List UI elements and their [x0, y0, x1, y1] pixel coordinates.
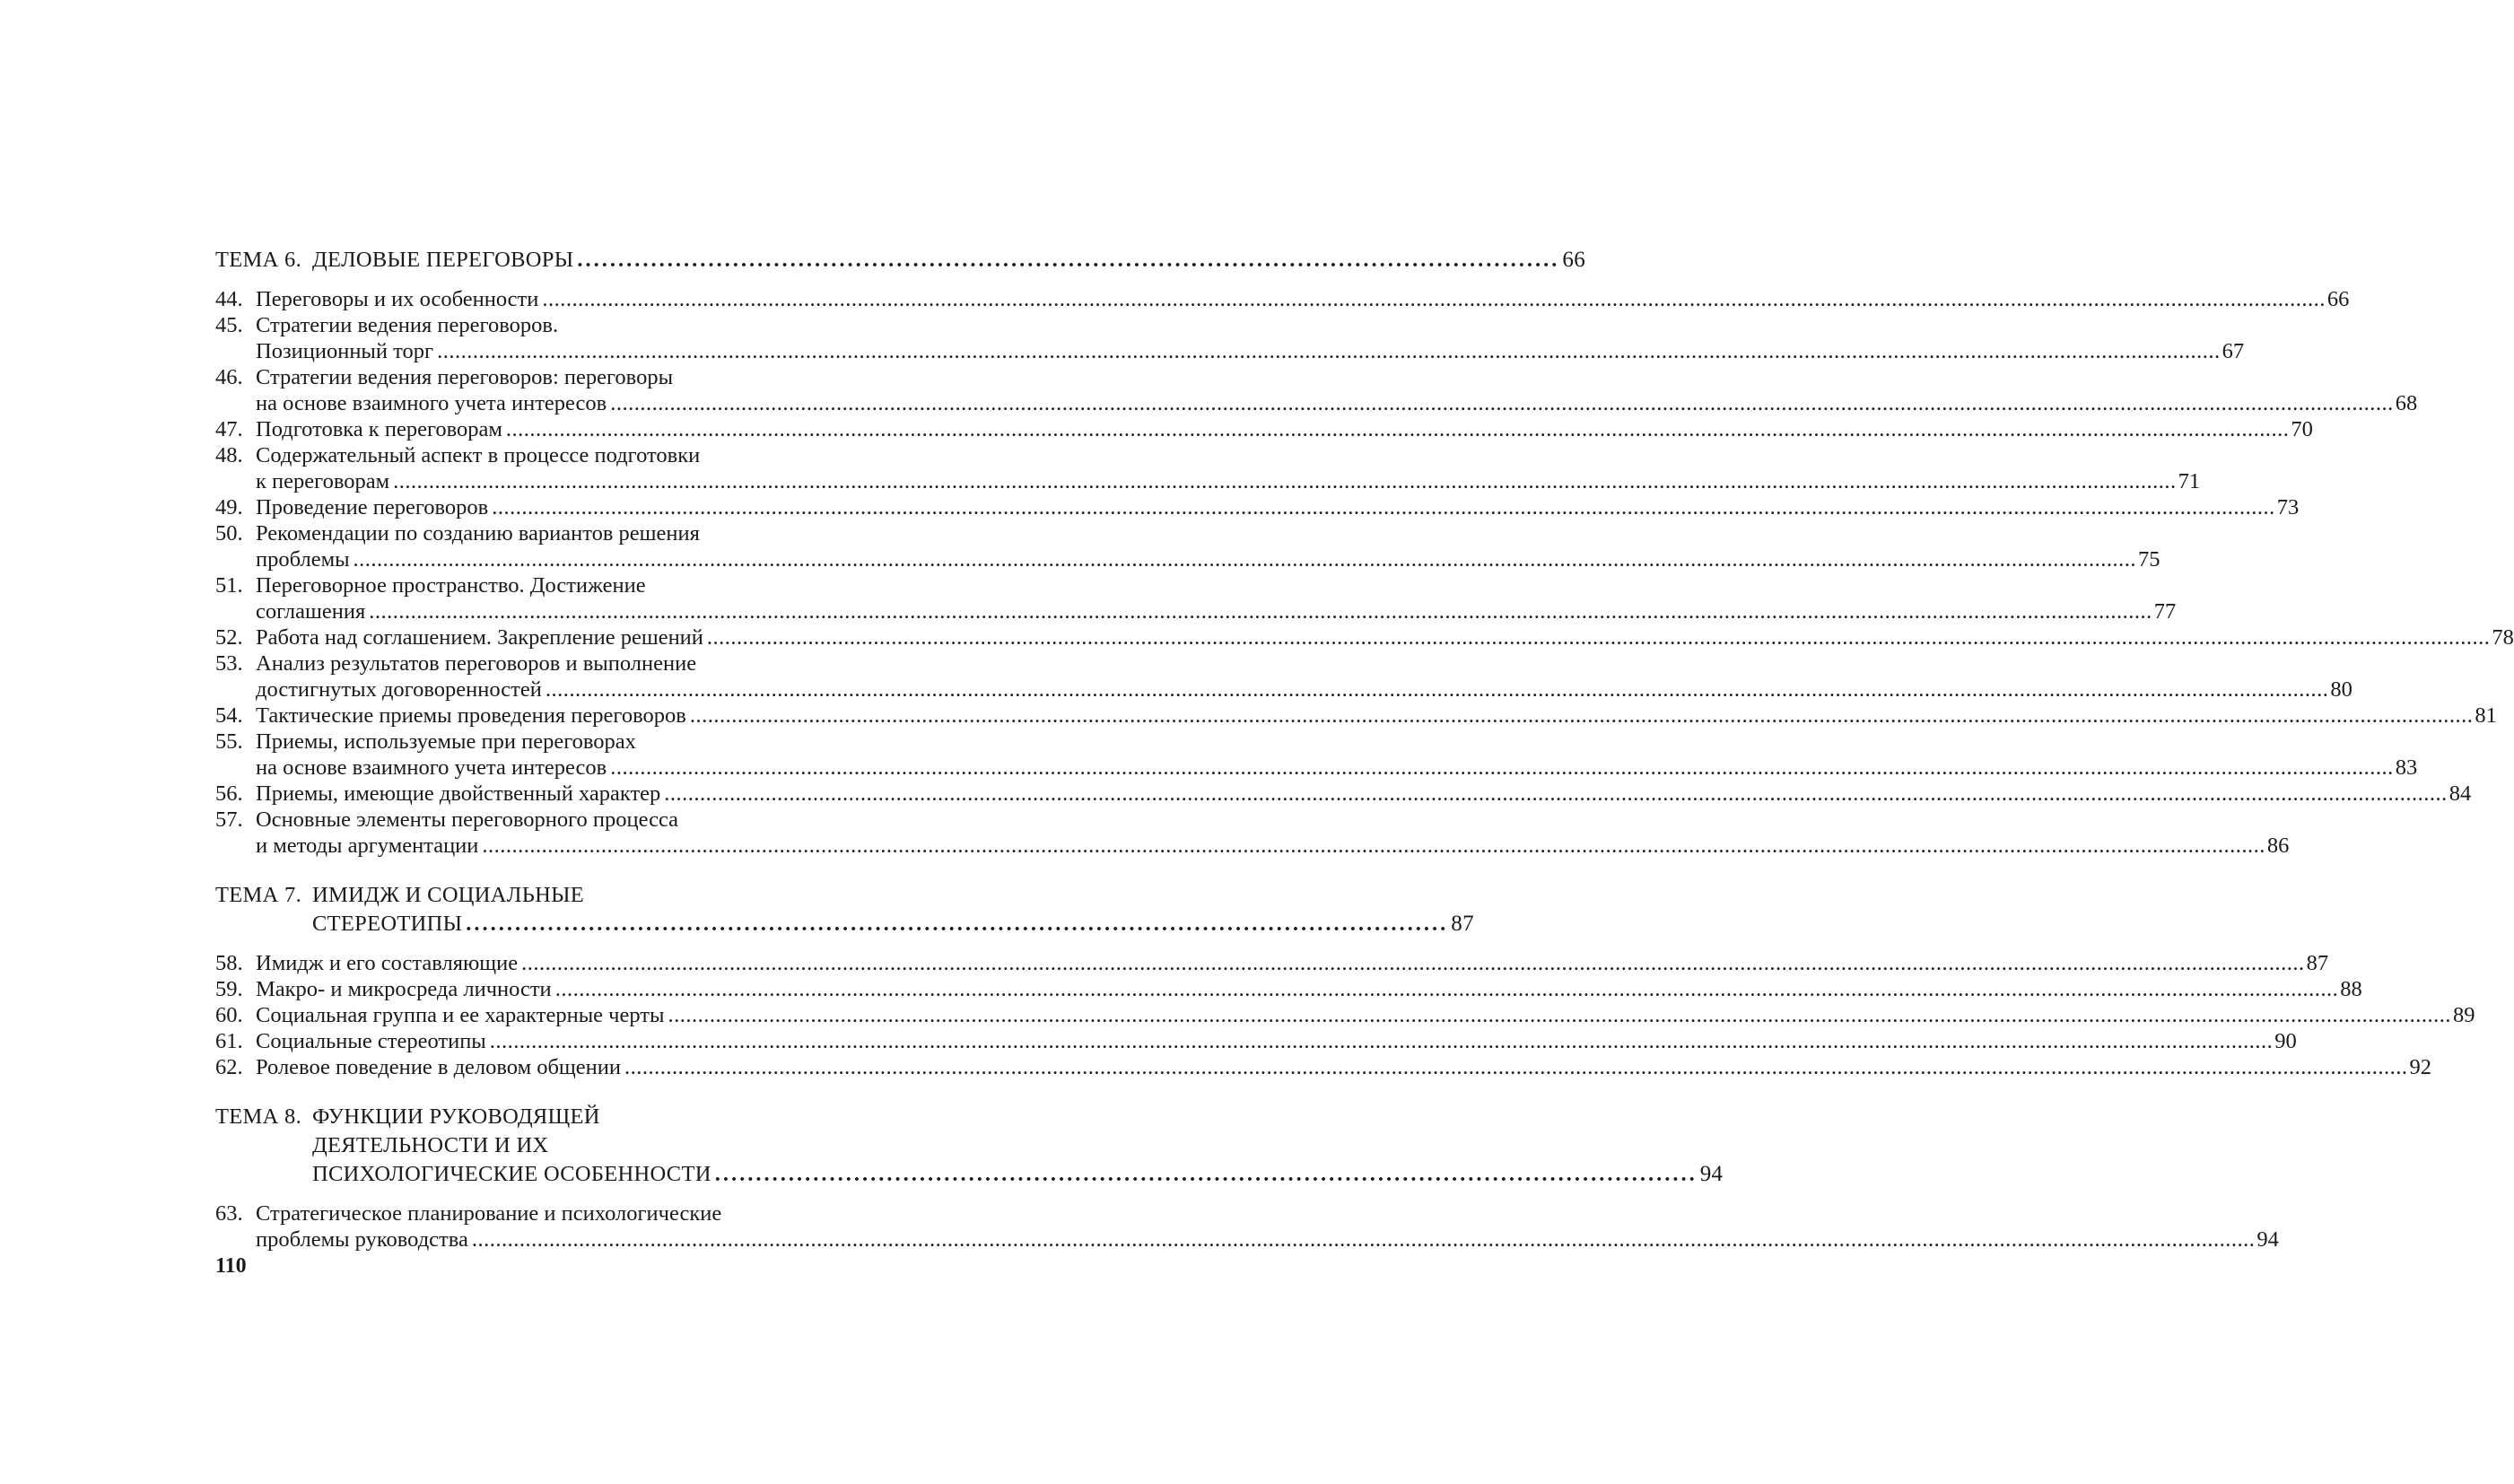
- entry-number: 56.: [215, 781, 243, 806]
- toc-entry-line: [215, 547, 2160, 573]
- topic-section: [215, 883, 2475, 1081]
- toc-entry-line: [215, 755, 2418, 781]
- entry-title: достигнутых договоренностей: [256, 677, 542, 702]
- toc-entry[interactable]: [215, 443, 2201, 495]
- entry-page-number: 92: [2409, 1055, 2432, 1079]
- entry-title: Ролевое поведение в деловом общении: [256, 1055, 622, 1079]
- entry-number: 51.: [215, 573, 243, 598]
- entry-title: Проведение переговоров: [256, 495, 489, 519]
- topic-label: ТЕМА 6.: [215, 248, 302, 272]
- dot-leader: ............................................................................................................................................................................................................................................................................................................: [489, 1029, 2274, 1053]
- entry-title: на основе взаимного учета интересов: [256, 755, 607, 780]
- toc-entry-line: [215, 651, 831, 677]
- topic-label: ТЕМА 7.: [215, 883, 302, 907]
- dot-leader: ............................................................................................................................................................................................................................................................................................................: [610, 755, 2394, 780]
- entry-page-number: 86: [2266, 834, 2290, 858]
- entry-number: 48.: [215, 443, 243, 467]
- entry-number: 46.: [215, 365, 243, 389]
- entry-page-number: 75: [2138, 547, 2160, 572]
- entry-number: 63.: [215, 1201, 243, 1226]
- entry-page-number: 67: [2222, 339, 2245, 363]
- topic-heading-line: [215, 912, 1474, 940]
- entry-number: 47.: [215, 417, 243, 441]
- dot-leader: ........................................................................................................................: [714, 1162, 1698, 1186]
- dot-leader: ............................................................................................................................................................................................................................................................................................................: [706, 625, 2491, 650]
- dot-leader: ............................................................................................................................................................................................................................................................................................................: [545, 677, 2329, 702]
- entry-title: Переговорное пространство. Достижение: [256, 573, 646, 598]
- dot-leader: ............................................................................................................................................................................................................................................................................................................: [542, 287, 2326, 311]
- entry-number: 60.: [215, 1003, 243, 1027]
- toc-entry[interactable]: [215, 1055, 2432, 1081]
- toc-entry-line: [215, 365, 831, 391]
- toc-entry-line: [215, 977, 2362, 1003]
- dot-leader: ............................................................................................................................................................................................................................................................................................................: [471, 1227, 2256, 1252]
- entry-number: 57.: [215, 807, 243, 832]
- topic-heading: [215, 1104, 1724, 1191]
- entry-page-number: 66: [2326, 287, 2350, 311]
- toc-entry-line: [215, 1003, 2475, 1029]
- toc-entry-line: [215, 391, 2418, 417]
- dot-leader: ............................................................................................................................................................................................................................................................................................................: [624, 1055, 2408, 1079]
- entry-title: и методы аргументации: [256, 834, 479, 858]
- entry-page-number: 88: [2340, 977, 2362, 1001]
- entry-number: 53.: [215, 651, 243, 676]
- entry-title: Стратегии ведения переговоров: переговоры: [256, 365, 674, 389]
- toc-entry[interactable]: [215, 703, 2497, 729]
- toc-entry[interactable]: [215, 313, 2245, 365]
- topic-title: ПСИХОЛОГИЧЕСКИЕ ОСОБЕННОСТИ: [312, 1162, 711, 1186]
- dot-leader: ............................................................................................................................................................................................................................................................................................................: [610, 391, 2394, 415]
- toc-entry[interactable]: [215, 807, 2290, 860]
- topic-heading-line: [215, 883, 831, 912]
- topic-label: ТЕМА 8.: [215, 1104, 302, 1129]
- entry-title: Приемы, используемые при переговорах: [256, 729, 636, 754]
- toc-entry[interactable]: [215, 573, 2177, 625]
- entry-title: на основе взаимного учета интересов: [256, 391, 607, 415]
- entry-title: проблемы: [256, 547, 350, 572]
- dot-leader: ............................................................................................................................................................................................................................................................................................................: [505, 417, 2290, 441]
- entry-title: Анализ результатов переговоров и выполнение: [256, 651, 697, 676]
- toc-entry[interactable]: [215, 521, 2160, 573]
- topic-section: [215, 1104, 2279, 1253]
- toc-entry-line: [215, 443, 831, 469]
- entry-title: соглашения: [256, 599, 366, 624]
- toc-entry[interactable]: [215, 977, 2362, 1003]
- dot-leader: ............................................................................................................................................................................................................................................................................................................: [668, 1003, 2451, 1027]
- toc-entry-line: [215, 313, 831, 339]
- entry-title: Рекомендации по созданию вариантов решения: [256, 521, 700, 546]
- topic-title: ИМИДЖ И СОЦИАЛЬНЫЕ: [312, 883, 585, 907]
- entry-number: 54.: [215, 703, 243, 728]
- entry-title: Имидж и его составляющие: [256, 951, 519, 975]
- entry-title: Работа над соглашением. Закрепление решений: [256, 625, 703, 650]
- entry-page-number: 94: [2256, 1227, 2279, 1252]
- toc-entry-line: [215, 573, 831, 599]
- topic-heading: [215, 883, 1474, 940]
- toc-entry[interactable]: [215, 495, 2300, 521]
- entry-page-number: 87: [2306, 951, 2329, 975]
- dot-leader: ........................................................................................................................: [577, 248, 1560, 272]
- entry-title: Тактические приемы проведения переговоров: [256, 703, 686, 728]
- entry-title: Содержательный аспект в процессе подготовки: [256, 443, 701, 467]
- toc-entry-line: [215, 495, 2300, 521]
- entry-page-number: 71: [2178, 469, 2201, 493]
- toc-entry-line: [215, 951, 2329, 977]
- dot-leader: ........................................................................................................................: [466, 912, 1449, 936]
- toc-entry-line: [215, 599, 2177, 625]
- entry-number: 61.: [215, 1029, 243, 1053]
- toc-entry-line: [215, 1055, 2432, 1081]
- toc-entry[interactable]: [215, 287, 2350, 313]
- toc-entry[interactable]: [215, 729, 2418, 781]
- toc-entry[interactable]: [215, 1003, 2475, 1029]
- entry-title: проблемы руководства: [256, 1227, 468, 1252]
- entry-page-number: 81: [2475, 703, 2497, 728]
- dot-leader: ............................................................................................................................................................................................................................................................................................................: [393, 469, 2177, 493]
- entry-number: 45.: [215, 313, 243, 337]
- topic-page-number: 87: [1451, 912, 1474, 936]
- toc-entry-line: [215, 339, 2245, 365]
- entry-number: 50.: [215, 521, 243, 546]
- dot-leader: ............................................................................................................................................................................................................................................................................................................: [689, 703, 2474, 728]
- entry-number: 52.: [215, 625, 243, 650]
- table-of-contents: [215, 248, 2514, 1253]
- toc-entry-line: [215, 417, 2313, 443]
- dot-leader: ............................................................................................................................................................................................................................................................................................................: [353, 547, 2137, 572]
- entry-page-number: 77: [2153, 599, 2177, 624]
- entry-title: Социальная группа и ее характерные черты: [256, 1003, 665, 1027]
- toc-entry-line: [215, 469, 2201, 495]
- toc-entry-line: [215, 677, 2353, 703]
- toc-entry[interactable]: [215, 625, 2514, 651]
- entry-title: Переговоры и их особенности: [256, 287, 539, 311]
- toc-entry[interactable]: [215, 651, 2353, 703]
- entry-title: Макро- и микросреда личности: [256, 977, 552, 1001]
- entry-title: Социальные стереотипы: [256, 1029, 486, 1053]
- entry-title: Приемы, имеющие двойственный характер: [256, 781, 661, 806]
- toc-entry-line: [215, 703, 2497, 729]
- page-number: 110: [215, 1254, 247, 1278]
- topic-page-number: 94: [1699, 1162, 1724, 1186]
- toc-entry-line: [215, 1227, 2279, 1253]
- dot-leader: ............................................................................................................................................................................................................................................................................................................: [554, 977, 2339, 1001]
- topic-heading-line: [215, 1104, 831, 1133]
- toc-entry-line: [215, 1201, 831, 1227]
- dot-leader: ............................................................................................................................................................................................................................................................................................................: [437, 339, 2221, 363]
- entry-page-number: 70: [2291, 417, 2313, 441]
- toc-entry[interactable]: [215, 1029, 2297, 1055]
- entry-number: 62.: [215, 1055, 243, 1079]
- entry-title: Подготовка к переговорам: [256, 417, 502, 441]
- dot-leader: ............................................................................................................................................................................................................................................................................................................: [521, 951, 2305, 975]
- entry-page-number: 84: [2449, 781, 2472, 806]
- entry-page-number: 89: [2452, 1003, 2475, 1027]
- topic-section: [215, 248, 2514, 860]
- entry-title: к переговорам: [256, 469, 390, 493]
- entry-page-number: 78: [2492, 625, 2514, 650]
- toc-entry[interactable]: [215, 417, 2313, 443]
- dot-leader: ............................................................................................................................................................................................................................................................................................................: [482, 834, 2265, 858]
- entry-page-number: 68: [2395, 391, 2418, 415]
- entry-number: 55.: [215, 729, 243, 754]
- entry-page-number: 90: [2274, 1029, 2297, 1053]
- toc-entry-line: [215, 1029, 2297, 1055]
- topic-heading-line: [215, 1133, 831, 1162]
- entry-number: 49.: [215, 495, 243, 519]
- topic-title: ДЕЛОВЫЕ ПЕРЕГОВОРЫ: [312, 248, 574, 272]
- entry-page-number: 83: [2395, 755, 2418, 780]
- toc-entry-line: [215, 834, 2290, 860]
- entry-page-number: 80: [2330, 677, 2353, 702]
- dot-leader: ............................................................................................................................................................................................................................................................................................................: [492, 495, 2275, 519]
- entry-page-number: 73: [2276, 495, 2300, 519]
- topic-heading: [215, 248, 1585, 276]
- toc-entry-line: [215, 781, 2472, 807]
- topic-title: ДЕЯТЕЛЬНОСТИ И ИХ: [312, 1133, 549, 1157]
- entry-title: Стратегическое планирование и психологические: [256, 1201, 722, 1226]
- topic-heading-line: [215, 248, 1585, 276]
- entry-title: Позиционный торг: [256, 339, 434, 363]
- toc-entry-line: [215, 287, 2350, 313]
- toc-entry[interactable]: [215, 781, 2472, 807]
- topic-heading-line: [215, 1162, 1724, 1191]
- toc-entry-line: [215, 625, 2514, 651]
- entry-title: Основные элементы переговорного процесса: [256, 807, 679, 832]
- entry-number: 44.: [215, 287, 243, 311]
- toc-entry-line: [215, 807, 831, 834]
- topic-title: СТЕРЕОТИПЫ: [312, 912, 463, 936]
- entry-number: 58.: [215, 951, 243, 975]
- toc-entry[interactable]: [215, 951, 2329, 977]
- entry-title: Стратегии ведения переговоров.: [256, 313, 559, 337]
- toc-entry[interactable]: [215, 365, 2418, 417]
- dot-leader: ............................................................................................................................................................................................................................................................................................................: [664, 781, 2448, 806]
- dot-leader: ............................................................................................................................................................................................................................................................................................................: [369, 599, 2152, 624]
- toc-entry-line: [215, 521, 831, 547]
- topic-page-number: 66: [1562, 248, 1585, 272]
- entry-number: 59.: [215, 977, 243, 1001]
- toc-entry[interactable]: [215, 1201, 2279, 1253]
- toc-entry-line: [215, 729, 831, 755]
- topic-title: ФУНКЦИИ РУКОВОДЯЩЕЙ: [312, 1104, 600, 1129]
